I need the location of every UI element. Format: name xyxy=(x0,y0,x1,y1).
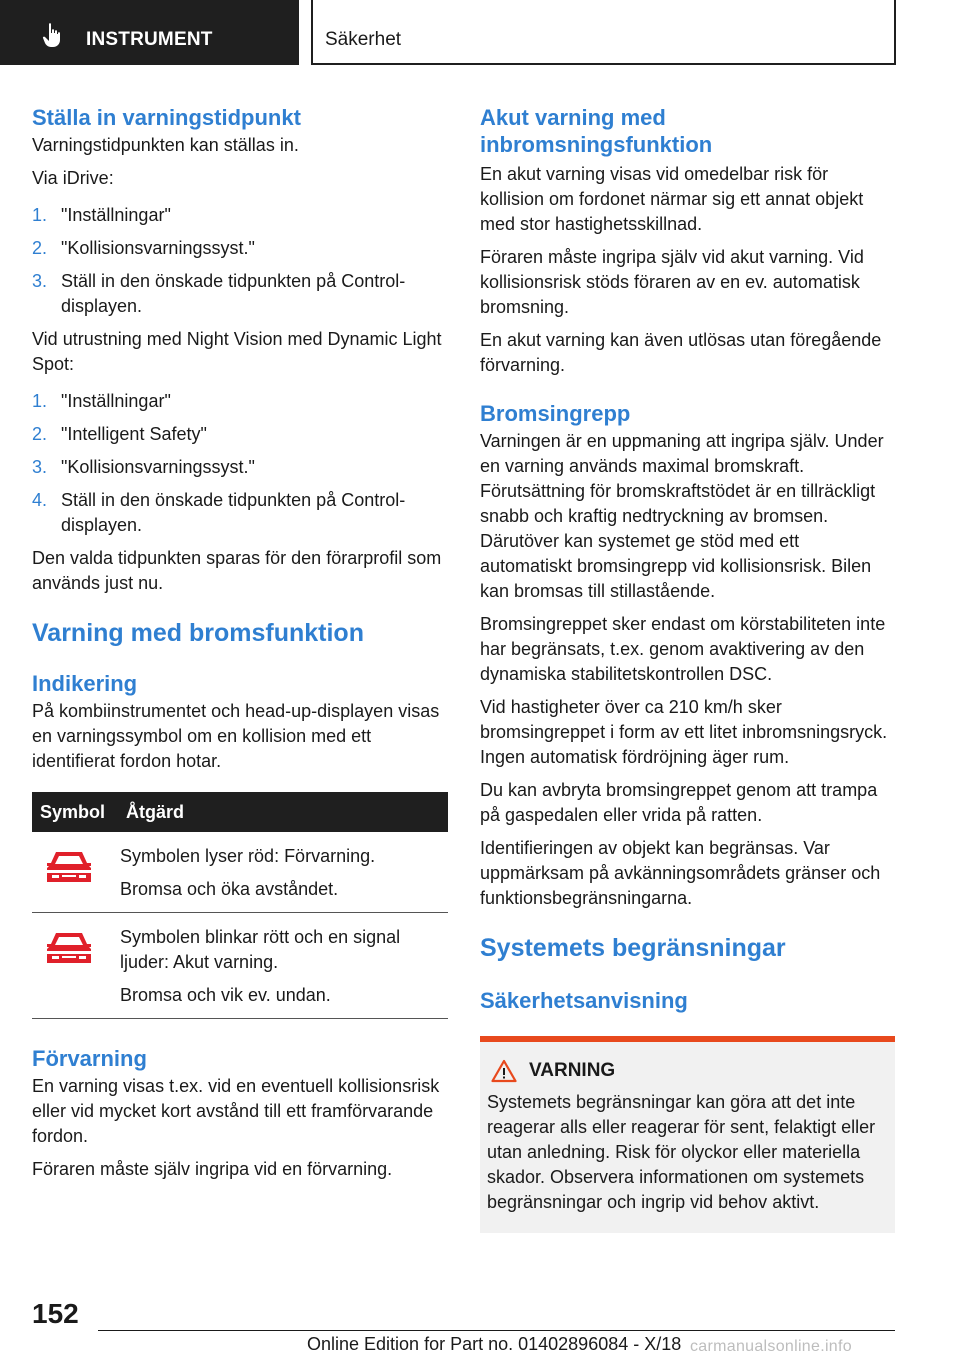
table-cell-symbol xyxy=(32,913,120,1019)
paragraph: Vid utrustning med Night Vision med Dynamic Light Spot: xyxy=(32,329,442,374)
list-item: 3. "Kollisionsvarningssyst." xyxy=(32,457,255,477)
table-cell-symbol xyxy=(32,832,120,913)
paragraph: Den valda tidpunkten sparas för den förarprofil som används just nu. xyxy=(32,548,442,593)
header-section-tab xyxy=(0,0,299,65)
warning-box xyxy=(480,1036,895,1233)
paragraph: En varning visas t.ex. vid en eventuell kollisionsrisk eller vid mycket kort avstånd till ett framförvarande fordon. xyxy=(32,1076,440,1146)
paragraph: Via iDrive: xyxy=(32,168,114,188)
paragraph: Föraren måste själv ingripa vid en förvarning. xyxy=(32,1159,393,1179)
table-header-action: Åtgärd xyxy=(120,792,448,832)
table-row xyxy=(32,832,448,913)
paragraph: Du kan avbryta bromsingreppet genom att trampa på gaspedalen eller vrida på ratten. xyxy=(480,780,878,825)
paragraph: Varningen är en uppmaning att ingripa själv. Under en varning används maximal bromskraft. Förutsättning för bromskraftstödet är en tillräckligt snabb och kraftig nedtryckning av bromsen. Därutöver kan systemet ge stöd med ett automatiskt bromsingrepp vid kollisionsrisk. Bilen kan bromsas till stillastående. xyxy=(480,431,884,601)
watermark: carmanualsonline.info xyxy=(690,1338,852,1355)
heading-indication: Indikering xyxy=(32,671,138,696)
right-column xyxy=(480,100,896,1233)
paragraph: En akut varning visas vid omedelbar risk för kollision om fordonet närmar sig ett annat objekt med stor hastighetsskillnad. xyxy=(480,164,864,234)
list-item: 4. Ställ in den önskade tidpunkten på Control-displayen. xyxy=(32,490,406,535)
header-chapter-label: Säkerhet xyxy=(325,29,402,50)
table-header-symbol: Symbol xyxy=(32,792,120,832)
paragraph: Vid hastigheter över ca 210 km/h sker bromsingreppet i form av ett litet inbromsningsryck. Ingen automatisk fördröjning äger rum. xyxy=(480,697,888,767)
steps-list-idrive xyxy=(32,203,448,319)
warning-triangle-icon xyxy=(491,1059,517,1083)
hand-touch-icon xyxy=(40,22,66,48)
heading-system-limits: Systemets begränsningar xyxy=(480,934,786,962)
footer-divider xyxy=(98,1330,895,1331)
list-item: 1. "Inställningar" xyxy=(32,205,171,225)
left-column xyxy=(32,100,448,1182)
heading-brake-warning: Varning med bromsfunktion xyxy=(32,619,364,647)
page-number: 152 xyxy=(32,1298,79,1329)
paragraph: På kombiinstrumentet och head-up-displayen visas en varningssymbol om en kollision med ett identifierat fordon hotar. xyxy=(32,701,440,771)
table-cell-action: Symbolen lyser röd: Förvarning. Bromsa och öka avståndet. xyxy=(120,832,448,913)
paragraph: Identifieringen av objekt kan begränsas. Var uppmärksam på avkänningsområdets gränser och funktionsbegränsningarna. xyxy=(480,838,881,908)
table-row xyxy=(32,913,448,1019)
warning-title: VARNING xyxy=(529,1060,616,1081)
header-chapter-box xyxy=(311,0,896,65)
symbol-table xyxy=(32,792,448,1019)
red-car-icon xyxy=(44,929,94,969)
list-item: 1. "Inställningar" xyxy=(32,391,171,411)
paragraph: Bromsingreppet sker endast om körstabiliteten inte har begränsats, t.ex. genom avaktivering av den dynamiska stabilitetskontrollen DSC. xyxy=(480,614,886,684)
warning-header xyxy=(487,1056,888,1086)
table-cell-action: Symbolen blinkar rött och en signal ljuder: Akut varning. Bromsa och vik ev. undan. xyxy=(120,913,448,1019)
list-item: 2. "Intelligent Safety" xyxy=(32,424,207,444)
heading-set-time: Ställa in varningstidpunkt xyxy=(32,105,301,130)
heading-prewarning: Förvarning xyxy=(32,1046,147,1071)
table-header-row xyxy=(32,792,448,832)
list-item: 2. "Kollisionsvarningssyst." xyxy=(32,238,255,258)
paragraph: Föraren måste ingripa själv vid akut varning. Vid kollisionsrisk stöds föraren av en ev. automatisk bromsning. xyxy=(480,247,864,317)
red-car-icon xyxy=(44,848,94,888)
header-section-label: INSTRUMENT xyxy=(86,29,213,50)
steps-list-night-vision xyxy=(32,389,448,538)
footer-edition: Online Edition for Part no. 01402896084 - X/18 xyxy=(307,1334,682,1354)
heading-brake-intervention: Bromsingrepp xyxy=(480,401,631,426)
paragraph: En akut varning kan även utlösas utan föregående förvarning. xyxy=(480,330,882,375)
paragraph: Varningstidpunkten kan ställas in. xyxy=(32,135,299,155)
heading-acute-warning: Akut varning med inbromsningsfunktion xyxy=(480,105,713,157)
list-item: 3. Ställ in den önskade tidpunkten på Control-displayen. xyxy=(32,271,406,316)
warning-text: Systemets begränsningar kan göra att det inte reagerar alls eller reagerar för sent, felaktigt eller utan anledning. Risk för olyckor eller materiella skador. Observera informationen om systemets begränsningar och ingrip vid behov aktivt. xyxy=(487,1092,876,1212)
heading-safety-note: Säkerhetsanvisning xyxy=(480,988,688,1013)
